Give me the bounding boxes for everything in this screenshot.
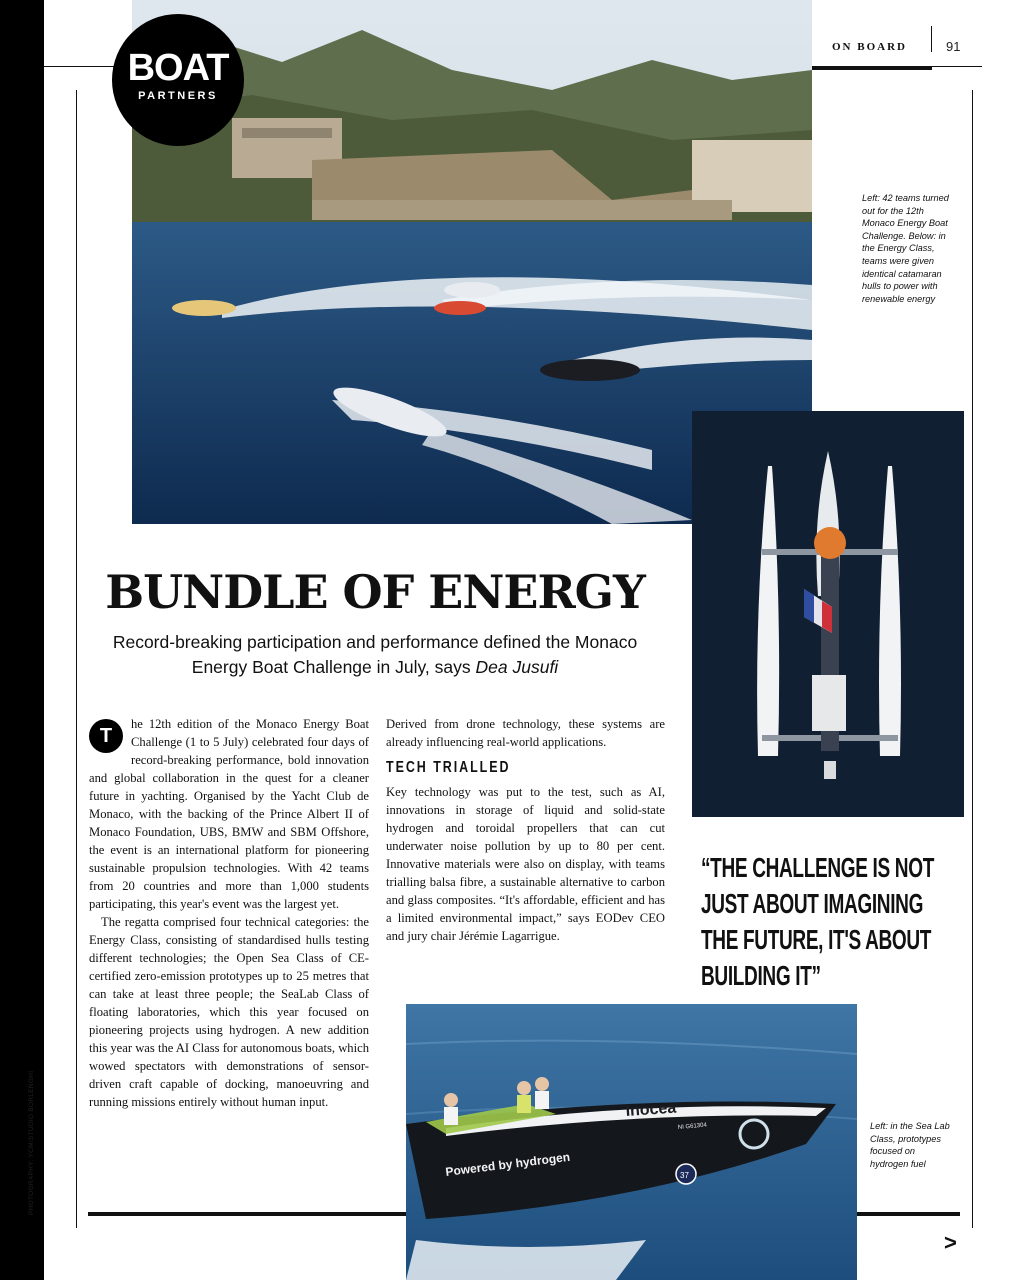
header-rule-accent xyxy=(812,66,932,70)
boat-partners-logo xyxy=(112,14,244,146)
section-label: ON BOARD xyxy=(832,41,907,53)
paragraph-3: Derived from drone technology, these systems are already influencing real-world applications. xyxy=(386,717,665,749)
caption-top: Left: 42 teams turned out for the 12th Monaco Energy Boat Challenge. Below: in the Energy Class, teams were given identical catamaran hulls to power with renewable energy xyxy=(862,193,949,304)
hull-registration: NI G61304 xyxy=(677,1122,708,1131)
pull-quote: “THE CHALLENGE IS NOT JUST ABOUT IMAGINING THE FUTURE, IT'S ABOUT BUILDING IT” xyxy=(701,852,934,991)
photo-credit: PHOTOGRAPHY: YCM/STUDIO BORLENGHI xyxy=(28,1070,35,1215)
hull-number: 37 xyxy=(680,1171,689,1180)
logo-main-text: BOAT xyxy=(127,47,229,89)
drop-cap: T xyxy=(89,719,123,753)
caption-bottom: Left: in the Sea Lab Class, prototypes focused on hydrogen fuel xyxy=(870,1121,950,1169)
logo-sub-text: PARTNERS xyxy=(138,90,218,102)
margin-rule-left xyxy=(76,90,77,1228)
hull-brand: Inocea xyxy=(625,1099,677,1120)
black-spine-bar xyxy=(0,0,44,1280)
body-column-1 xyxy=(89,715,369,1111)
header-divider xyxy=(931,26,932,52)
paragraph-2: The regatta comprised four technical categories: the Energy Class, consisting of standardised hulls testing different technologies; the Open Sea Class of CE-certified zero-emission prototypes up to 25 metres that can take at least three people; the SeaLab Class of floating laboratories, which this year focused on pioneering projects using hydrogen. A new addition this year was the AI Class for autonomous boats, which wowed spectators with demonstrations of sensor-driven craft capable of docking, manoeuvring and running missions entirely without human input. xyxy=(89,915,369,1109)
paragraph-4: Key technology was put to the test, such as AI, innovations in storage of liquid and solid-state hydrogen and toroidal propellers that can cut underwater noise pollution by up to 80 per cent. Innovative materials were also on display, with teams trialling balsa fibre, a sustainable alternative to carbon and glass composites. “It's affordable, efficient and has a limited environmental impact,” says EODev CEO and jury chair Jérémie Lagarrigue. xyxy=(386,785,665,943)
standfirst-lead: Record-breaking participation and performance defined the Monaco Energy Boat Challenge in July, says xyxy=(112,632,638,677)
subhead-tech-trialled: TECH TRIALLED xyxy=(386,759,511,776)
author-name: Dea Jusufi xyxy=(475,657,559,677)
standfirst xyxy=(110,630,640,680)
article-headline: BUNDLE OF ENERGY xyxy=(105,565,645,619)
aerial-catamaran-photo xyxy=(692,411,964,817)
page-number: 91 xyxy=(946,39,961,54)
hydrogen-boat-photo xyxy=(406,1004,857,1280)
paragraph-1-text: he 12th edition of the Monaco Energy Boat Challenge (1 to 5 July) celebrated four days of record-breaking performance, bold innovation and global collaboration in the quest for a cleaner future in yachting. Organised by the Yacht Club de Monaco, with the backing of the Prince Albert II of Monaco Foundation, UBS, BMW and SBM Offshore, the event is an international platform for pioneering sustainable propulsion technologies. With 42 teams from 20 countries and more than 1,000 students participating, this year's event was the largest yet. xyxy=(89,717,369,911)
hull-slogan: Powered by hydrogen xyxy=(444,1149,571,1179)
body-column-2 xyxy=(386,715,665,945)
paragraph-1 xyxy=(89,715,369,913)
next-page-arrow-icon[interactable]: > xyxy=(944,1230,957,1255)
margin-rule-right xyxy=(972,90,973,1228)
